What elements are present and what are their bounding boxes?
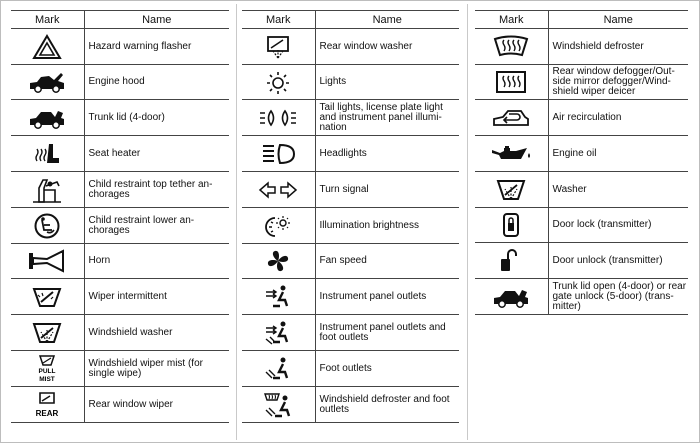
table-row xyxy=(11,387,229,423)
rear-washer-icon xyxy=(263,34,293,60)
wiper-intermittent-icon xyxy=(31,285,63,309)
symbol-name: Tail lights, license plate light and instrument panel illumi- nation xyxy=(315,100,459,136)
foot-outlets-icon xyxy=(263,356,293,382)
name-header: Name xyxy=(315,11,459,29)
table-row xyxy=(242,208,459,244)
name-header: Name xyxy=(84,11,229,29)
rear-defogger-icon xyxy=(494,69,528,95)
symbol-name: Child restraint lower an- chorages xyxy=(84,208,229,244)
lights-icon xyxy=(264,69,292,95)
table-row xyxy=(475,279,688,315)
panel-outlets-icon xyxy=(263,284,293,310)
symbol-table-3 xyxy=(475,10,688,315)
table-row xyxy=(475,243,688,279)
table-row xyxy=(475,208,688,243)
trunk-open-icon xyxy=(491,286,531,308)
symbol-name: Instrument panel outlets and foot outlets xyxy=(315,315,459,351)
symbol-name: Windshield wiper mist (for single wipe) xyxy=(84,351,229,387)
table-row xyxy=(242,351,459,387)
table-row xyxy=(11,208,229,244)
symbol-name: Washer xyxy=(548,172,688,208)
column-divider xyxy=(467,4,468,440)
pull-mist-label: PULL xyxy=(38,367,56,375)
symbol-name: Rear window washer xyxy=(315,29,459,65)
fan-speed-icon xyxy=(265,248,291,274)
headlights-icon xyxy=(260,142,296,166)
symbol-table-2 xyxy=(242,10,459,423)
table-row xyxy=(11,29,229,65)
door-unlock-icon xyxy=(496,248,526,274)
column-divider xyxy=(236,4,237,440)
symbol-name: Foot outlets xyxy=(315,351,459,387)
pull-mist-label: MIST xyxy=(39,375,56,383)
table-row xyxy=(475,29,688,65)
trunk-lid-icon xyxy=(27,107,67,129)
symbol-name: Windshield washer xyxy=(84,315,229,351)
symbol-name: Turn signal xyxy=(315,172,459,208)
washer-icon xyxy=(495,177,527,203)
door-lock-icon xyxy=(500,212,522,238)
turn-signal-icon xyxy=(258,180,298,200)
symbol-name: Engine oil xyxy=(548,136,688,172)
hazard-icon xyxy=(32,34,62,60)
symbol-name: Seat heater xyxy=(84,136,229,172)
air-recirculation-icon xyxy=(491,107,531,129)
table-row xyxy=(11,244,229,279)
illumination-brightness-icon xyxy=(263,213,293,239)
tail-lights-icon xyxy=(258,108,298,128)
symbol-name: Illumination brightness xyxy=(315,208,459,244)
engine-hood-icon xyxy=(27,71,67,93)
panel-foot-outlets-icon xyxy=(263,320,293,346)
symbol-name: Lights xyxy=(315,65,459,100)
symbol-name: Door unlock (transmitter) xyxy=(548,243,688,279)
table-row xyxy=(242,65,459,100)
seat-heater-icon xyxy=(32,141,62,167)
mark-header: Mark xyxy=(475,11,548,29)
table-row xyxy=(11,65,229,100)
table-row xyxy=(242,244,459,279)
windshield-washer-icon xyxy=(31,320,63,346)
symbol-name: Horn xyxy=(84,244,229,279)
table-row xyxy=(11,100,229,136)
symbol-name: Trunk lid (4-door) xyxy=(84,100,229,136)
rear-label: REAR xyxy=(35,408,59,418)
table-row xyxy=(242,29,459,65)
symbol-table-1 xyxy=(11,10,229,423)
rear-wiper-icon xyxy=(32,391,62,419)
table-row xyxy=(242,387,459,423)
table-row xyxy=(11,315,229,351)
table-row xyxy=(475,136,688,172)
table-row xyxy=(11,351,229,387)
table-row xyxy=(242,279,459,315)
horn-icon xyxy=(27,249,67,273)
mark-header: Mark xyxy=(11,11,84,29)
table-row xyxy=(475,172,688,208)
symbol-name: Child restraint top tether an- chorages xyxy=(84,172,229,208)
symbol-name: Trunk lid open (4-door) or rear gate unlock (5-door) (trans- mitter) xyxy=(548,279,688,315)
wiper-mist-icon xyxy=(32,354,62,384)
symbol-name: Windshield defroster xyxy=(548,29,688,65)
symbol-name: Instrument panel outlets xyxy=(315,279,459,315)
defroster-foot-icon xyxy=(263,391,293,419)
table-row xyxy=(11,172,229,208)
symbol-name: Hazard warning flasher xyxy=(84,29,229,65)
table-row xyxy=(11,136,229,172)
symbol-name: Wiper intermittent xyxy=(84,279,229,315)
table-row xyxy=(475,100,688,136)
symbol-name: Headlights xyxy=(315,136,459,172)
symbol-name: Fan speed xyxy=(315,244,459,279)
symbol-name: Engine hood xyxy=(84,65,229,100)
child-restraint-lower-icon xyxy=(33,212,61,240)
child-restraint-tether-icon xyxy=(31,176,63,204)
name-header: Name xyxy=(548,11,688,29)
table-row xyxy=(11,279,229,315)
table-row xyxy=(475,65,688,100)
symbol-name: Door lock (transmitter) xyxy=(548,208,688,243)
windshield-defroster-icon xyxy=(493,35,529,59)
mark-header: Mark xyxy=(242,11,315,29)
symbol-name: Windshield defroster and foot outlets xyxy=(315,387,459,423)
symbol-name: Rear window defogger/Out- side mirror defogger/Wind- shield wiper deicer xyxy=(548,65,688,100)
symbol-name: Air recirculation xyxy=(548,100,688,136)
table-row xyxy=(242,136,459,172)
table-row xyxy=(242,172,459,208)
table-row xyxy=(242,100,459,136)
table-row xyxy=(242,315,459,351)
symbol-name: Rear window wiper xyxy=(84,387,229,423)
engine-oil-icon xyxy=(490,143,532,165)
